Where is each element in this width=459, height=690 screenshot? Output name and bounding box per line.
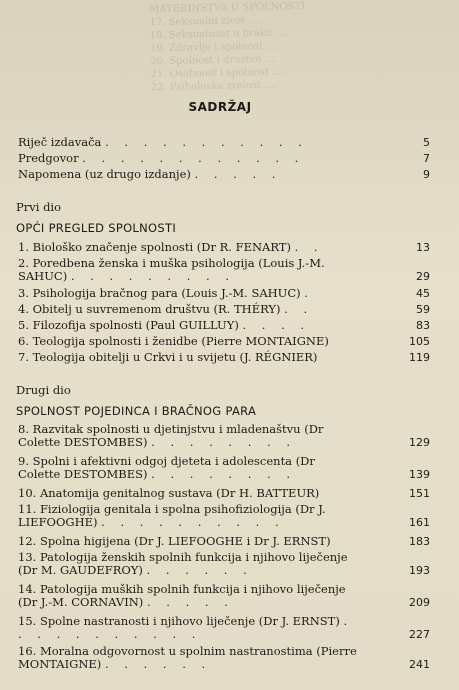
page-number: 161 bbox=[409, 516, 430, 529]
toc-entry: Riječ izdavača . . . . . . . . . . . 5 bbox=[18, 135, 430, 149]
toc-entry: 8. Razvitak spolnosti u djetinjstvu i mladenaštvu (Dr Colette DESTOMBES) . . . . . . . . 129 bbox=[18, 422, 430, 449]
page-number: 83 bbox=[416, 319, 430, 332]
page-number: 59 bbox=[416, 303, 430, 316]
toc-entry: 16. Moralna odgovornost u spolnim nastranostima (Pierre MONTAIGNE) . . . . . . 241 bbox=[18, 644, 430, 671]
page-number: 129 bbox=[409, 436, 430, 449]
page-number: 241 bbox=[409, 658, 430, 671]
toc-entry: 1. Biološko značenje spolnosti (Dr R. FENART) . . 13 bbox=[18, 240, 430, 254]
page-number: 227 bbox=[409, 628, 430, 641]
toc-entry: 6. Teologija spolnosti i ženidbe (Pierre MONTAIGNE) 105 bbox=[18, 334, 430, 348]
toc-entry: 2. Poredbena ženska i muška psihologija (Louis J.-M. SAHUC) . . . . . . . . . 29 bbox=[18, 256, 430, 283]
page-number: 29 bbox=[416, 270, 430, 283]
page-number: 105 bbox=[409, 335, 430, 348]
page-number: 193 bbox=[409, 564, 430, 577]
page-number: 119 bbox=[409, 351, 430, 364]
page-number: 45 bbox=[416, 287, 430, 300]
part-title: SPOLNOST POJEDINCA I BRAČNOG PARA bbox=[16, 404, 257, 418]
toc-entry: 12. Spolna higijena (Dr J. LIEFOOGHE i Dr J. ERNST) 183 bbox=[18, 534, 430, 548]
toc-entry: 4. Obitelj u suvremenom društvu (R. THÉRY) . . 59 bbox=[18, 302, 430, 316]
page-number: 183 bbox=[409, 535, 430, 548]
page-number: 209 bbox=[409, 596, 430, 609]
toc-entry: 9. Spolni i afektivni odgoj djeteta i adolescenta (Dr Colette DESTOMBES) . . . . . . . . 139 bbox=[18, 454, 430, 481]
page-number: 5 bbox=[423, 136, 430, 149]
page-number: 13 bbox=[416, 241, 430, 254]
toc-entry: 7. Teologija obitelji u Crkvi i u svijetu (J. RÉGNIER) 119 bbox=[18, 350, 430, 364]
part-label: Drugi dio bbox=[16, 383, 71, 397]
toc-entry: 5. Filozofija spolnosti (Paul GUILLUY) . . . . 83 bbox=[18, 318, 430, 332]
toc-entry: 3. Psihologija bračnog para (Louis J.-M. SAHUC) . 45 bbox=[18, 286, 430, 300]
page-number: 9 bbox=[423, 168, 430, 181]
page-number: 7 bbox=[423, 152, 430, 165]
toc-entry: Napomena (uz drugo izdanje) . . . . . 9 bbox=[18, 167, 430, 181]
part-title: OPĆI PREGLED SPOLNOSTI bbox=[16, 221, 177, 235]
toc-entry: 15. Spolne nastranosti i njihovo liječenje (Dr J. ERNST) . . . . . . . . . . . 227 bbox=[18, 614, 430, 641]
toc-entry: 13. Patologija ženskih spolnih funkcija i njihovo liječenje (Dr M. GAUDEFROY) . . . . . . 193 bbox=[18, 550, 430, 577]
toc-entry: 10. Anatomija genitalnog sustava (Dr H. BATTEUR) 151 bbox=[18, 486, 430, 500]
bleed-through-text: MATERINSTVA U SPOLNOSTI 17. Seksualni zivot .... 18. Seksualnost u braku .... 19. Zdravlje i spolnost .... 20. Spolnost i drustvo .... 21. Osobnost i spolnost .... 22. Psiholoska zrelost .... bbox=[149, 0, 306, 94]
toc-heading: SADRŽAJ bbox=[188, 100, 252, 114]
page-number: 139 bbox=[409, 468, 430, 481]
toc-entry: 14. Patologija muških spolnih funkcija i njihovo liječenje (Dr J.-M. CORNAVIN) . . . . . 209 bbox=[18, 582, 430, 609]
toc-entry: Predgovor . . . . . . . . . . . . 7 bbox=[18, 151, 430, 165]
page-number: 151 bbox=[409, 487, 430, 500]
toc-entry: 11. Fiziologija genitala i spolna psihofiziologija (Dr J. LIEFOOGHE) . . . . . . . . . . 161 bbox=[18, 502, 430, 529]
part-label: Prvi dio bbox=[16, 200, 62, 214]
